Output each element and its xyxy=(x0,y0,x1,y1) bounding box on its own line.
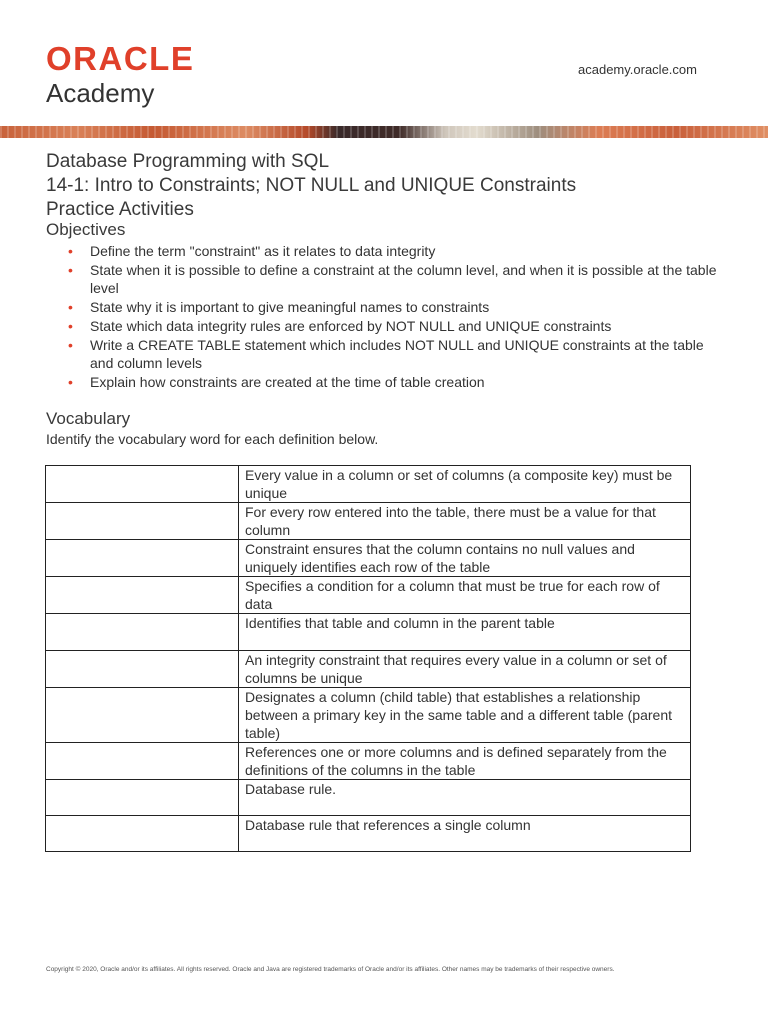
term-cell[interactable] xyxy=(46,688,239,743)
vocabulary-instructions: Identify the vocabulary word for each definition below. xyxy=(46,431,379,447)
table-row xyxy=(46,780,691,816)
oracle-academy-logo xyxy=(46,42,194,108)
course-title: Database Programming with SQL xyxy=(46,151,330,172)
objective-text: State which data integrity rules are enforced by NOT NULL and UNIQUE constraints xyxy=(90,318,612,334)
term-cell[interactable] xyxy=(46,780,239,816)
term-cell[interactable] xyxy=(46,540,239,577)
table-row xyxy=(46,651,691,688)
table-row xyxy=(46,614,691,651)
objective-text: Explain how constraints are created at the time of table creation xyxy=(90,374,485,390)
table-row xyxy=(46,503,691,540)
definition-cell: Specifies a condition for a column that must be true for each row of data xyxy=(239,577,691,614)
table-row xyxy=(46,577,691,614)
term-cell[interactable] xyxy=(46,816,239,852)
site-url: academy.oracle.com xyxy=(578,62,697,77)
term-cell[interactable] xyxy=(46,577,239,614)
term-cell[interactable] xyxy=(46,614,239,651)
bullet-icon: • xyxy=(68,337,73,353)
vocabulary-table xyxy=(45,465,691,852)
section-title: Practice Activities xyxy=(46,199,194,220)
copyright-footer: Copyright © 2020, Oracle and/or its affiliates. All rights reserved. Oracle and Java are registered trademarks of Oracle and/or its affiliates. Other names may be trademarks of their respective owners. xyxy=(46,966,615,973)
objective-text: State when it is possible to define a constraint at the column level, and when it is possible at the table level xyxy=(90,262,717,296)
objective-item xyxy=(68,336,728,372)
definition-cell: An integrity constraint that requires every value in a column or set of columns be unique xyxy=(239,651,691,688)
logo-oracle-text: ORACLE xyxy=(46,40,195,77)
term-cell[interactable] xyxy=(46,651,239,688)
term-cell[interactable] xyxy=(46,466,239,503)
bullet-icon: • xyxy=(68,262,73,278)
decorative-banner xyxy=(0,126,768,138)
definition-cell: Database rule. xyxy=(239,780,691,816)
definition-cell: Designates a column (child table) that establishes a relationship between a primary key in the same table and a different table (parent table) xyxy=(239,688,691,743)
objective-item xyxy=(68,373,728,391)
definition-cell: Database rule that references a single column xyxy=(239,816,691,852)
objective-text: Define the term "constraint" as it relates to data integrity xyxy=(90,243,436,259)
lesson-title: 14-1: Intro to Constraints; NOT NULL and UNIQUE Constraints xyxy=(46,175,577,196)
definition-cell: Identifies that table and column in the parent table xyxy=(239,614,691,651)
vocabulary-heading: Vocabulary xyxy=(46,409,131,428)
objective-item xyxy=(68,242,728,260)
bullet-icon: • xyxy=(68,374,73,390)
objective-text: Write a CREATE TABLE statement which includes NOT NULL and UNIQUE constraints at the table and column levels xyxy=(90,337,704,371)
logo-academy-text: Academy xyxy=(46,78,155,108)
table-row xyxy=(46,816,691,852)
definition-cell: Constraint ensures that the column contains no null values and uniquely identifies each row of the table xyxy=(239,540,691,577)
objective-item xyxy=(68,261,728,297)
objective-item xyxy=(68,317,728,335)
term-cell[interactable] xyxy=(46,743,239,780)
objectives-list xyxy=(68,242,728,392)
bullet-icon: • xyxy=(68,299,73,315)
table-row xyxy=(46,688,691,743)
objective-item xyxy=(68,298,728,316)
bullet-icon: • xyxy=(68,318,73,334)
definition-cell: For every row entered into the table, there must be a value for that column xyxy=(239,503,691,540)
objective-text: State why it is important to give meaningful names to constraints xyxy=(90,299,490,315)
term-cell[interactable] xyxy=(46,503,239,540)
document-title xyxy=(46,150,576,222)
definition-cell: Every value in a column or set of columns (a composite key) must be unique xyxy=(239,466,691,503)
table-row xyxy=(46,466,691,503)
table-row xyxy=(46,540,691,577)
definition-cell: References one or more columns and is defined separately from the definitions of the columns in the table xyxy=(239,743,691,780)
bullet-icon: • xyxy=(68,243,73,259)
table-row xyxy=(46,743,691,780)
objectives-heading: Objectives xyxy=(46,220,126,239)
